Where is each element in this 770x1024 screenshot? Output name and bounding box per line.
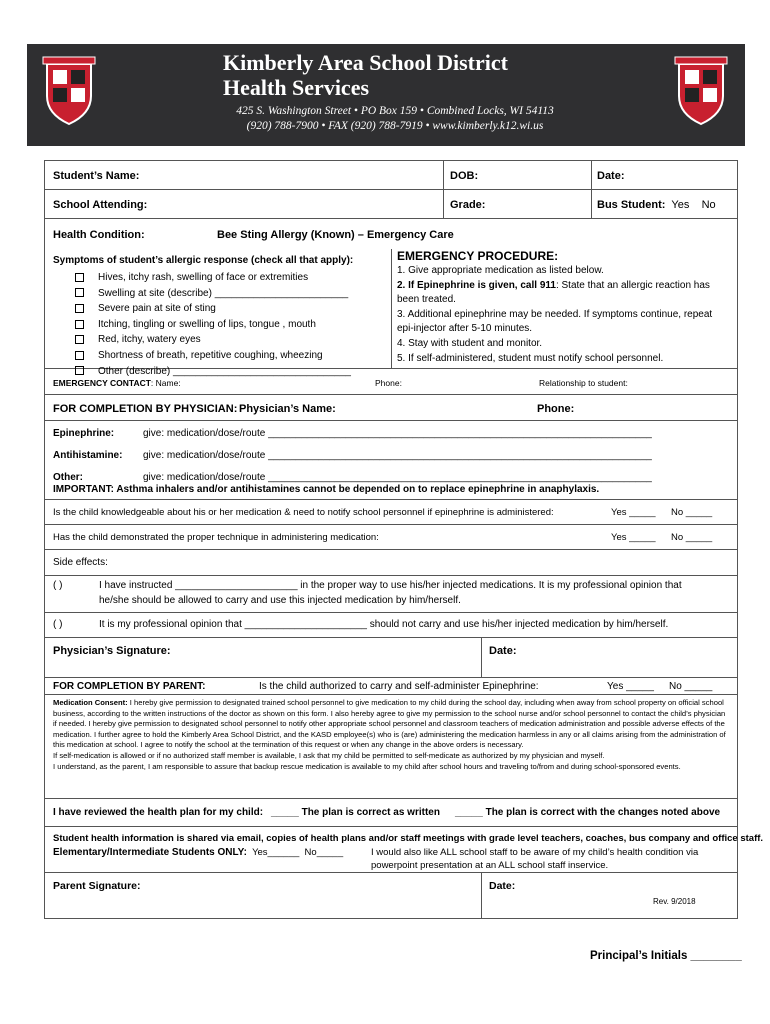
info-sharing-note: Student health information is shared via email, copies of health plans and/or staff meetings with grade level teachers, coaches, bus company and office staff.	[53, 833, 764, 844]
physician-phone-field[interactable]: Phone:	[537, 403, 575, 415]
health-plan-form	[44, 160, 764, 919]
parent-header-row	[45, 678, 737, 695]
symptoms-heading: Symptoms of student’s allergic response (check all that apply):	[53, 255, 354, 266]
medication-section	[45, 421, 737, 500]
parent-section-title: FOR COMPLETION BY PARENT:	[53, 681, 206, 692]
review-label: I have reviewed the health plan for my child:	[53, 807, 264, 818]
physician-date-field[interactable]: Date:	[489, 645, 517, 657]
school-attending-field[interactable]: School Attending:	[53, 199, 148, 211]
yes-field[interactable]: Yes _____	[607, 681, 654, 692]
condition-section	[45, 219, 737, 377]
symptoms-list	[75, 270, 351, 379]
bus-student-field[interactable]: Bus Student: Yes No	[597, 199, 716, 211]
medication-consent: Medication Consent: I hereby give permission to designated trained school personnel to give medication to my child during the school day, including when away from school property on official school business, according to the written instructions of the doctor as shown on this form. I also hereby agree to give my permission to the school nurse and/or school personnel to contact the child’s physician if needed. I hereby give permission to designated school personnel to notify other appropriate school personnel and classroom teachers of medication administration and possible adverse effects of the medication. I further agree to hold the Kimberly Area School District, and the KASD employee(s) who is (are) administering the medication harmless in any or all claims arising from the administration of this medication at school. I agree to notify the school at the termination of this request or when any change in the above orders is necessary. If self-medication is allowed or if no authorized staff member is available, I ask that my child be permitted to self-medicate as authorized by my physician and myself. I understand, as the parent, I am responsible to assure that backup rescue medication is available to my child after school hours and traveling to/from and during school-sponsored events.	[45, 695, 737, 799]
checkbox[interactable]	[75, 335, 84, 344]
important-note: IMPORTANT: Asthma inhalers and/or antihistamines cannot be depended on to replace epinephrine in anaphylaxis.	[53, 484, 600, 495]
grade-field[interactable]: Grade:	[450, 199, 486, 211]
other-dose-field[interactable]: give: medication/dose/route _____________________________________________________________________	[143, 472, 652, 483]
no-field[interactable]: No _____	[669, 681, 713, 692]
physician-signature-row	[45, 638, 737, 678]
symptom-item[interactable]: Hives, itchy rash, swelling of face or extremities	[75, 270, 351, 286]
knowledge-row	[45, 500, 737, 525]
plan-correct-option[interactable]: _____ The plan is correct as written	[271, 807, 440, 818]
symptom-item[interactable]: Itching, tingling or swelling of lips, tongue , mouth	[75, 317, 351, 333]
header-banner	[27, 44, 745, 146]
district-title: Kimberly Area School District Health Services	[223, 50, 508, 100]
symptom-item[interactable]: Swelling at site (describe) ________________________	[75, 286, 351, 302]
instructed-text-2: he/she should be allowed to carry and use this injected medication by him/herself.	[99, 595, 461, 606]
emergency-contact-row	[45, 369, 737, 395]
emergency-contact-name-field[interactable]: EMERGENCY CONTACT: Name:	[53, 378, 181, 388]
yes-field[interactable]: Yes _____	[611, 507, 656, 518]
epinephrine-dose-field[interactable]: give: medication/dose/route _____________________________________________________________________	[143, 428, 652, 439]
checkbox[interactable]	[75, 320, 84, 329]
technique-row	[45, 525, 737, 550]
student-name-row	[45, 161, 737, 190]
no-field[interactable]: No _____	[671, 507, 713, 518]
elem-no-field[interactable]: No_____	[304, 847, 344, 858]
dob-field[interactable]: DOB:	[450, 170, 479, 182]
elementary-consent-text: I would also like ALL school staff to be aware of my child’s health condition via powerpoint presentation at an ALL school staff inservice.	[371, 847, 699, 871]
technique-question: Has the child demonstrated the proper technique in administering medication:	[53, 532, 379, 543]
plan-changes-option[interactable]: _____ The plan is correct with the changes noted above	[455, 807, 721, 818]
district-crest-logo	[41, 54, 97, 126]
checkbox[interactable]	[75, 351, 84, 360]
physician-section-title: FOR COMPLETION BY PHYSICIAN:	[53, 403, 238, 415]
date-field[interactable]: Date:	[597, 170, 625, 182]
revision-date: Rev. 9/2018	[653, 897, 696, 906]
school-row	[45, 190, 737, 219]
elementary-consent: Elementary/Intermediate Students ONLY: Yes______ No_____	[53, 847, 344, 858]
symptom-item[interactable]: Severe pain at site of sting	[75, 301, 351, 317]
side-effects-row	[45, 550, 737, 576]
district-crest-logo	[673, 54, 729, 126]
checkbox[interactable]	[75, 288, 84, 297]
antihistamine-dose-field[interactable]: give: medication/dose/route _____________________________________________________________________	[143, 450, 652, 461]
instructed-text: I have instructed ______________________ in the proper way to use his/her injected medications. It is my professional opinion that	[99, 580, 682, 591]
elem-yes-field[interactable]: Yes______	[252, 847, 300, 858]
no-field[interactable]: No _____	[671, 532, 713, 543]
parent-signature-row	[45, 873, 737, 919]
symptom-item[interactable]: Other (describe) ________________________________	[75, 364, 351, 380]
condition-value: Bee Sting Allergy (Known) – Emergency Care	[217, 229, 454, 241]
opinion-text: It is my professional opinion that ______________________ should not carry and use his/her injected medication by him/herself.	[99, 619, 669, 630]
other-label: Other:	[53, 472, 83, 483]
opinion-checkbox[interactable]: ( )	[53, 619, 63, 630]
symptom-item[interactable]: Red, itchy, watery eyes	[75, 332, 351, 348]
checkbox[interactable]	[75, 273, 84, 282]
symptom-item[interactable]: Shortness of breath, repetitive coughing, wheezing	[75, 348, 351, 364]
yes-field[interactable]: Yes _____	[611, 532, 656, 543]
principal-initials-field[interactable]: Principal’s Initials ________	[590, 950, 742, 962]
instructed-row	[45, 576, 737, 613]
antihistamine-label: Antihistamine:	[53, 450, 123, 461]
opinion-row	[45, 613, 737, 638]
review-row	[45, 799, 737, 827]
info-sharing-row	[45, 827, 764, 873]
side-effects-field[interactable]: Side effects:	[53, 557, 108, 568]
instructed-checkbox[interactable]: ( )	[53, 580, 63, 591]
emergency-contact-phone-field[interactable]: Phone:	[375, 378, 402, 388]
physician-signature-field[interactable]: Physician’s Signature:	[53, 645, 171, 657]
physician-header-row	[45, 395, 737, 421]
relationship-field[interactable]: Relationship to student:	[539, 378, 628, 388]
physician-name-field[interactable]: Physician’s Name:	[239, 403, 336, 415]
student-name-field[interactable]: Student’s Name:	[53, 170, 140, 182]
knowledge-question: Is the child knowledgeable about his or her medication & need to notify school personnel if epinephrine is administered:	[53, 507, 554, 518]
parent-signature-field[interactable]: Parent Signature:	[53, 880, 141, 892]
epinephrine-label: Epinephrine:	[53, 428, 115, 439]
parent-date-field[interactable]: Date:	[489, 880, 516, 892]
checkbox[interactable]	[75, 304, 84, 313]
authorized-question: Is the child authorized to carry and self-administer Epinephrine:	[259, 681, 539, 692]
condition-label: Health Condition:	[53, 229, 145, 241]
district-address: 425 S. Washington Street • PO Box 159 • Combined Locks, WI 54113 (920) 788-7900 • FAX (920) 788-7919 • www.kimberly.k12.wi.us	[236, 105, 554, 132]
emergency-procedure: EMERGENCY PROCEDURE: 1. Give appropriate medication as listed below. 2. If Epinephrine is given, call 911: State that an allergic reaction has been treated. 3. Additional epinephrine may be needed. If symptoms continue, repeat epi-injector after 5-10 minutes. 4. Stay with student and monitor. 5. If self-administered, student must notify school personnel.	[397, 249, 713, 364]
